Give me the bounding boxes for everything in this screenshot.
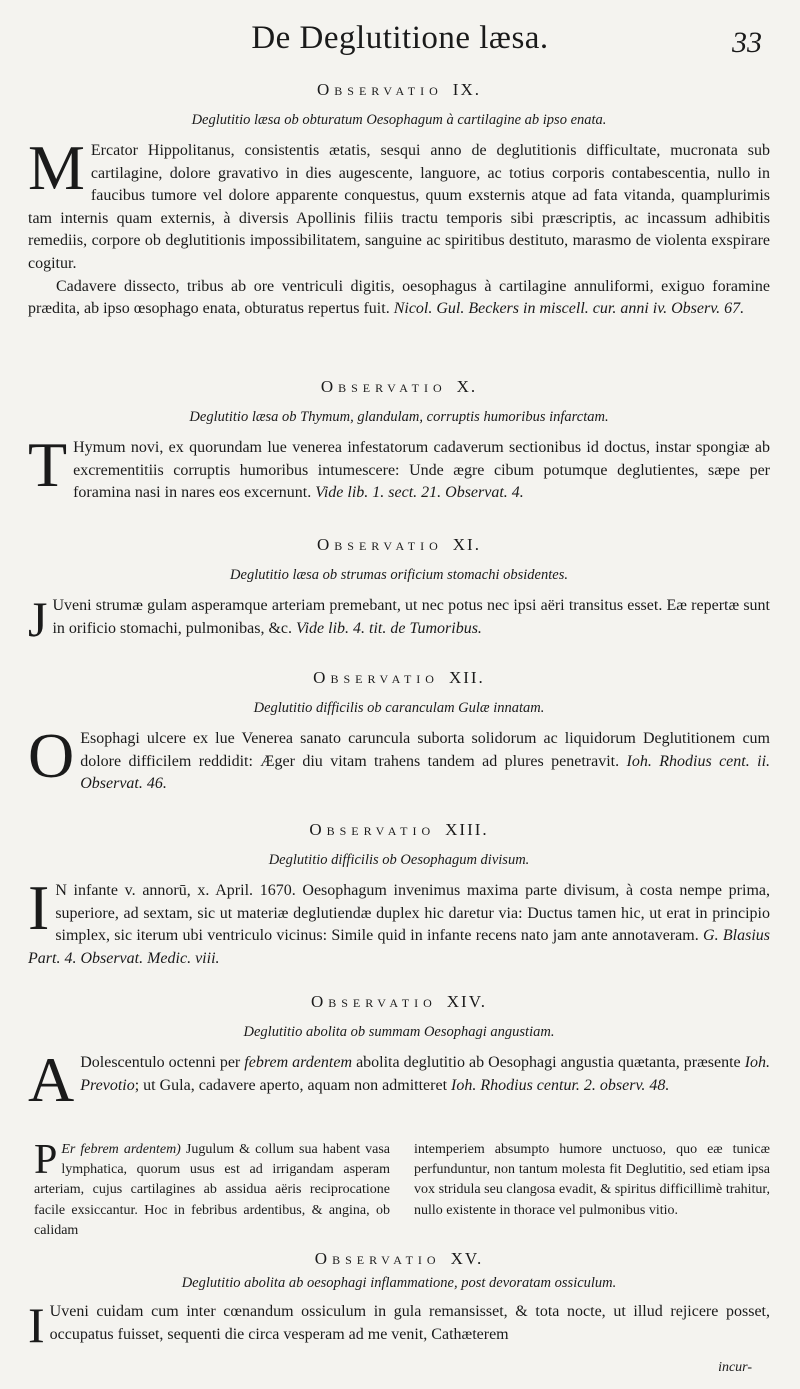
observation-xv — [28, 1247, 770, 1353]
observation-heading: Observatio XI. — [317, 535, 481, 554]
observation-xi — [28, 533, 770, 647]
drop-initial: T — [28, 429, 68, 500]
page-title: De Deglutitione læsa. — [251, 20, 549, 56]
observation-body-continued: Cadavere dissecto, tribus ab ore ventriculi digitis, oesophagus à cartilagine annuliformi, exiguo foramine prædita, ab ipso œsophago enata, obturatus repertus fuit. Nicol. Gul. Beckers in miscell. cur. anni iv. Observ. 67. — [28, 277, 770, 318]
citation: Vide lib. 4. tit. de Tumoribus. — [295, 619, 482, 637]
note-lemma: Er febrem ardentem) — [61, 1142, 181, 1157]
observation-heading: Observatio XII. — [313, 668, 485, 687]
observation-body: I N infante v. annorū, x. April. 1670. Oesophagum invenimus maxima parte divisum, à costa nempe prima, superiore, ad sextam, sic ut materiæ deglutiendæ duplex hic daretur via: Ductus tamen hic, ut erat in principio simplex, sic iterum ubi ventriculo vicinus: Simile quid in infante recens nato jam ante annotaveram. G. Blasius Part. 4. Observat. Medic. viii. — [28, 872, 771, 967]
observation-xiii — [28, 818, 770, 970]
observation-heading: Observatio X. — [320, 377, 478, 396]
running-head — [0, 14, 800, 64]
observation-subtitle: Deglutitio læsa ob Thymum, glandulam, corruptis humoribus infarctam. — [189, 409, 609, 425]
drop-initial: I — [28, 872, 50, 943]
observation-body: O Esophagi ulcere ex lue Venerea sanato caruncula suborta solidorum ac liquidorum Deglutitionem cum dolore difficilem reddidit: Æger diu vitam trahens tandem ad plures penetravit. Ioh. Rhodius cent. ii. Observat. 46. — [28, 720, 771, 793]
citation: Ioh. Rhodius cent. ii. Observat. 46. — [80, 752, 771, 793]
drop-initial: O — [28, 720, 75, 791]
observation-x — [28, 375, 770, 505]
observation-heading: Observatio XIII. — [309, 820, 489, 839]
observation-body: T Hymum novi, ex quorundam lue venerea infestatorum cadaverum sectionibus id doctus, instar spongiæ ab excrementitiis corruptis humoribus intumescere: Unde ægre cibum potumque deglutientes, sæpe per foramina nasi in nares eos excernunt. Vide lib. 1. sect. 21. Observat. 4. — [28, 429, 770, 502]
note-column-left: P Er febrem ardentem) Jugulum & collum sua habent vasa lymphatica, quorum usus est ad irrigandam asperam arteriam, cujus cartilagines ab assidua aëris reciprocatione facile exsiccantur. Hoc in febribus ardentibus, & angina, ob calidam — [34, 1137, 391, 1238]
observation-body: I Uveni cuidam cum inter cœnandum ossiculum in gula remansisset, & tota nocte, ut illud rejicere posset, occupatus fuisset, sequenti die circa vesperam ad me venit, Cathæterem — [28, 1297, 770, 1353]
catchword: incur- — [718, 1360, 752, 1375]
citation: Vide lib. 1. sect. 21. Observat. 4. — [315, 484, 524, 502]
observation-subtitle: Deglutitio abolita ab oesophagi inflammatione, post devoratam ossiculum. — [181, 1275, 617, 1291]
observation-xiv — [28, 990, 771, 1115]
drop-initial: A — [28, 1044, 75, 1115]
citation: G. Blasius Part. 4. Observat. Medic. viii. — [28, 927, 771, 967]
note-column-right: intemperiem absumpto humore unctuoso, quo eæ tunicæ perfunduntur, non tantum molesta fit Deglutitio, sed etiam ipsa vox stridula seu clangosa evadit, & spiritus difficillimè trahitur, nullo existente in thorace vel pulmonibus vitio. — [414, 1142, 770, 1218]
drop-initial: M — [28, 132, 85, 203]
observation-body: M Ercator Hippolitanus, consistentis ætatis, sesqui anno de deglutitionis difficultate, mucronata sub cartilagine, dolore gravativo in dies augescente, languore, ac totius corporis contabescentia, nullo in faucibus tumore vel dolore apparente conquestus, quum exsternis atque ad fata vitanda, quamplurimis tam internis quam externis, à diversis Apollinis filiis tractu temporis sibi præscriptis, ac incassum adhibitis remediis, corpore ob deglutitionis impossibilitatem, sanguine ac spiritibus destituto, marasmo de violenta exspirare cogitur. — [28, 132, 770, 272]
observation-heading: Observatio IX. — [317, 80, 481, 99]
observation-heading: Observatio XIV. — [310, 992, 488, 1011]
citation: Ioh. Rhodius centur. 2. observ. 48. — [451, 1076, 670, 1094]
page-number: 33 — [732, 26, 762, 59]
observation-ix — [28, 78, 770, 321]
citation: Nicol. Gul. Beckers in miscell. cur. anni iv. Observ. 67. — [393, 300, 745, 318]
drop-initial: I — [28, 1297, 45, 1353]
drop-initial: J — [28, 591, 48, 647]
drop-initial: P — [34, 1137, 58, 1183]
observation-xii — [28, 666, 770, 796]
observation-body: J Uveni strumæ gulam asperamque arteriam premebant, ut nec potus nec ipsi aëri transitus esset. Eæ repertæ sunt in orificio stomachi, pulmonibas, &c. Vide lib. 4. tit. de Tumoribus. — [28, 591, 770, 647]
observation-subtitle: Deglutitio difficilis ob Oesophagum divisum. — [268, 852, 530, 868]
observation-body: A Dolescentulo octenni per febrem ardentem abolita deglutitio ab Oesophagi angustia quætanta, præsente Ioh. Prevotio; ut Gula, cadavere aperto, aquam non admitteret Ioh. Rhodius centur. 2. observ. 48. — [28, 1044, 771, 1115]
observation-subtitle: Deglutitio læsa ob obturatum Oesophagum à cartilagine ab ipso enata. — [191, 112, 607, 128]
observation-subtitle: Deglutitio læsa ob strumas orificium stomachi obsidentes. — [230, 567, 568, 583]
observation-subtitle: Deglutitio difficilis ob caranculam Gulæ innatam. — [253, 700, 545, 716]
annotation-note — [34, 1137, 770, 1241]
observation-subtitle: Deglutitio abolita ob summam Oesophagi angustiam. — [243, 1024, 555, 1040]
observation-heading: Observatio XV. — [314, 1249, 484, 1268]
